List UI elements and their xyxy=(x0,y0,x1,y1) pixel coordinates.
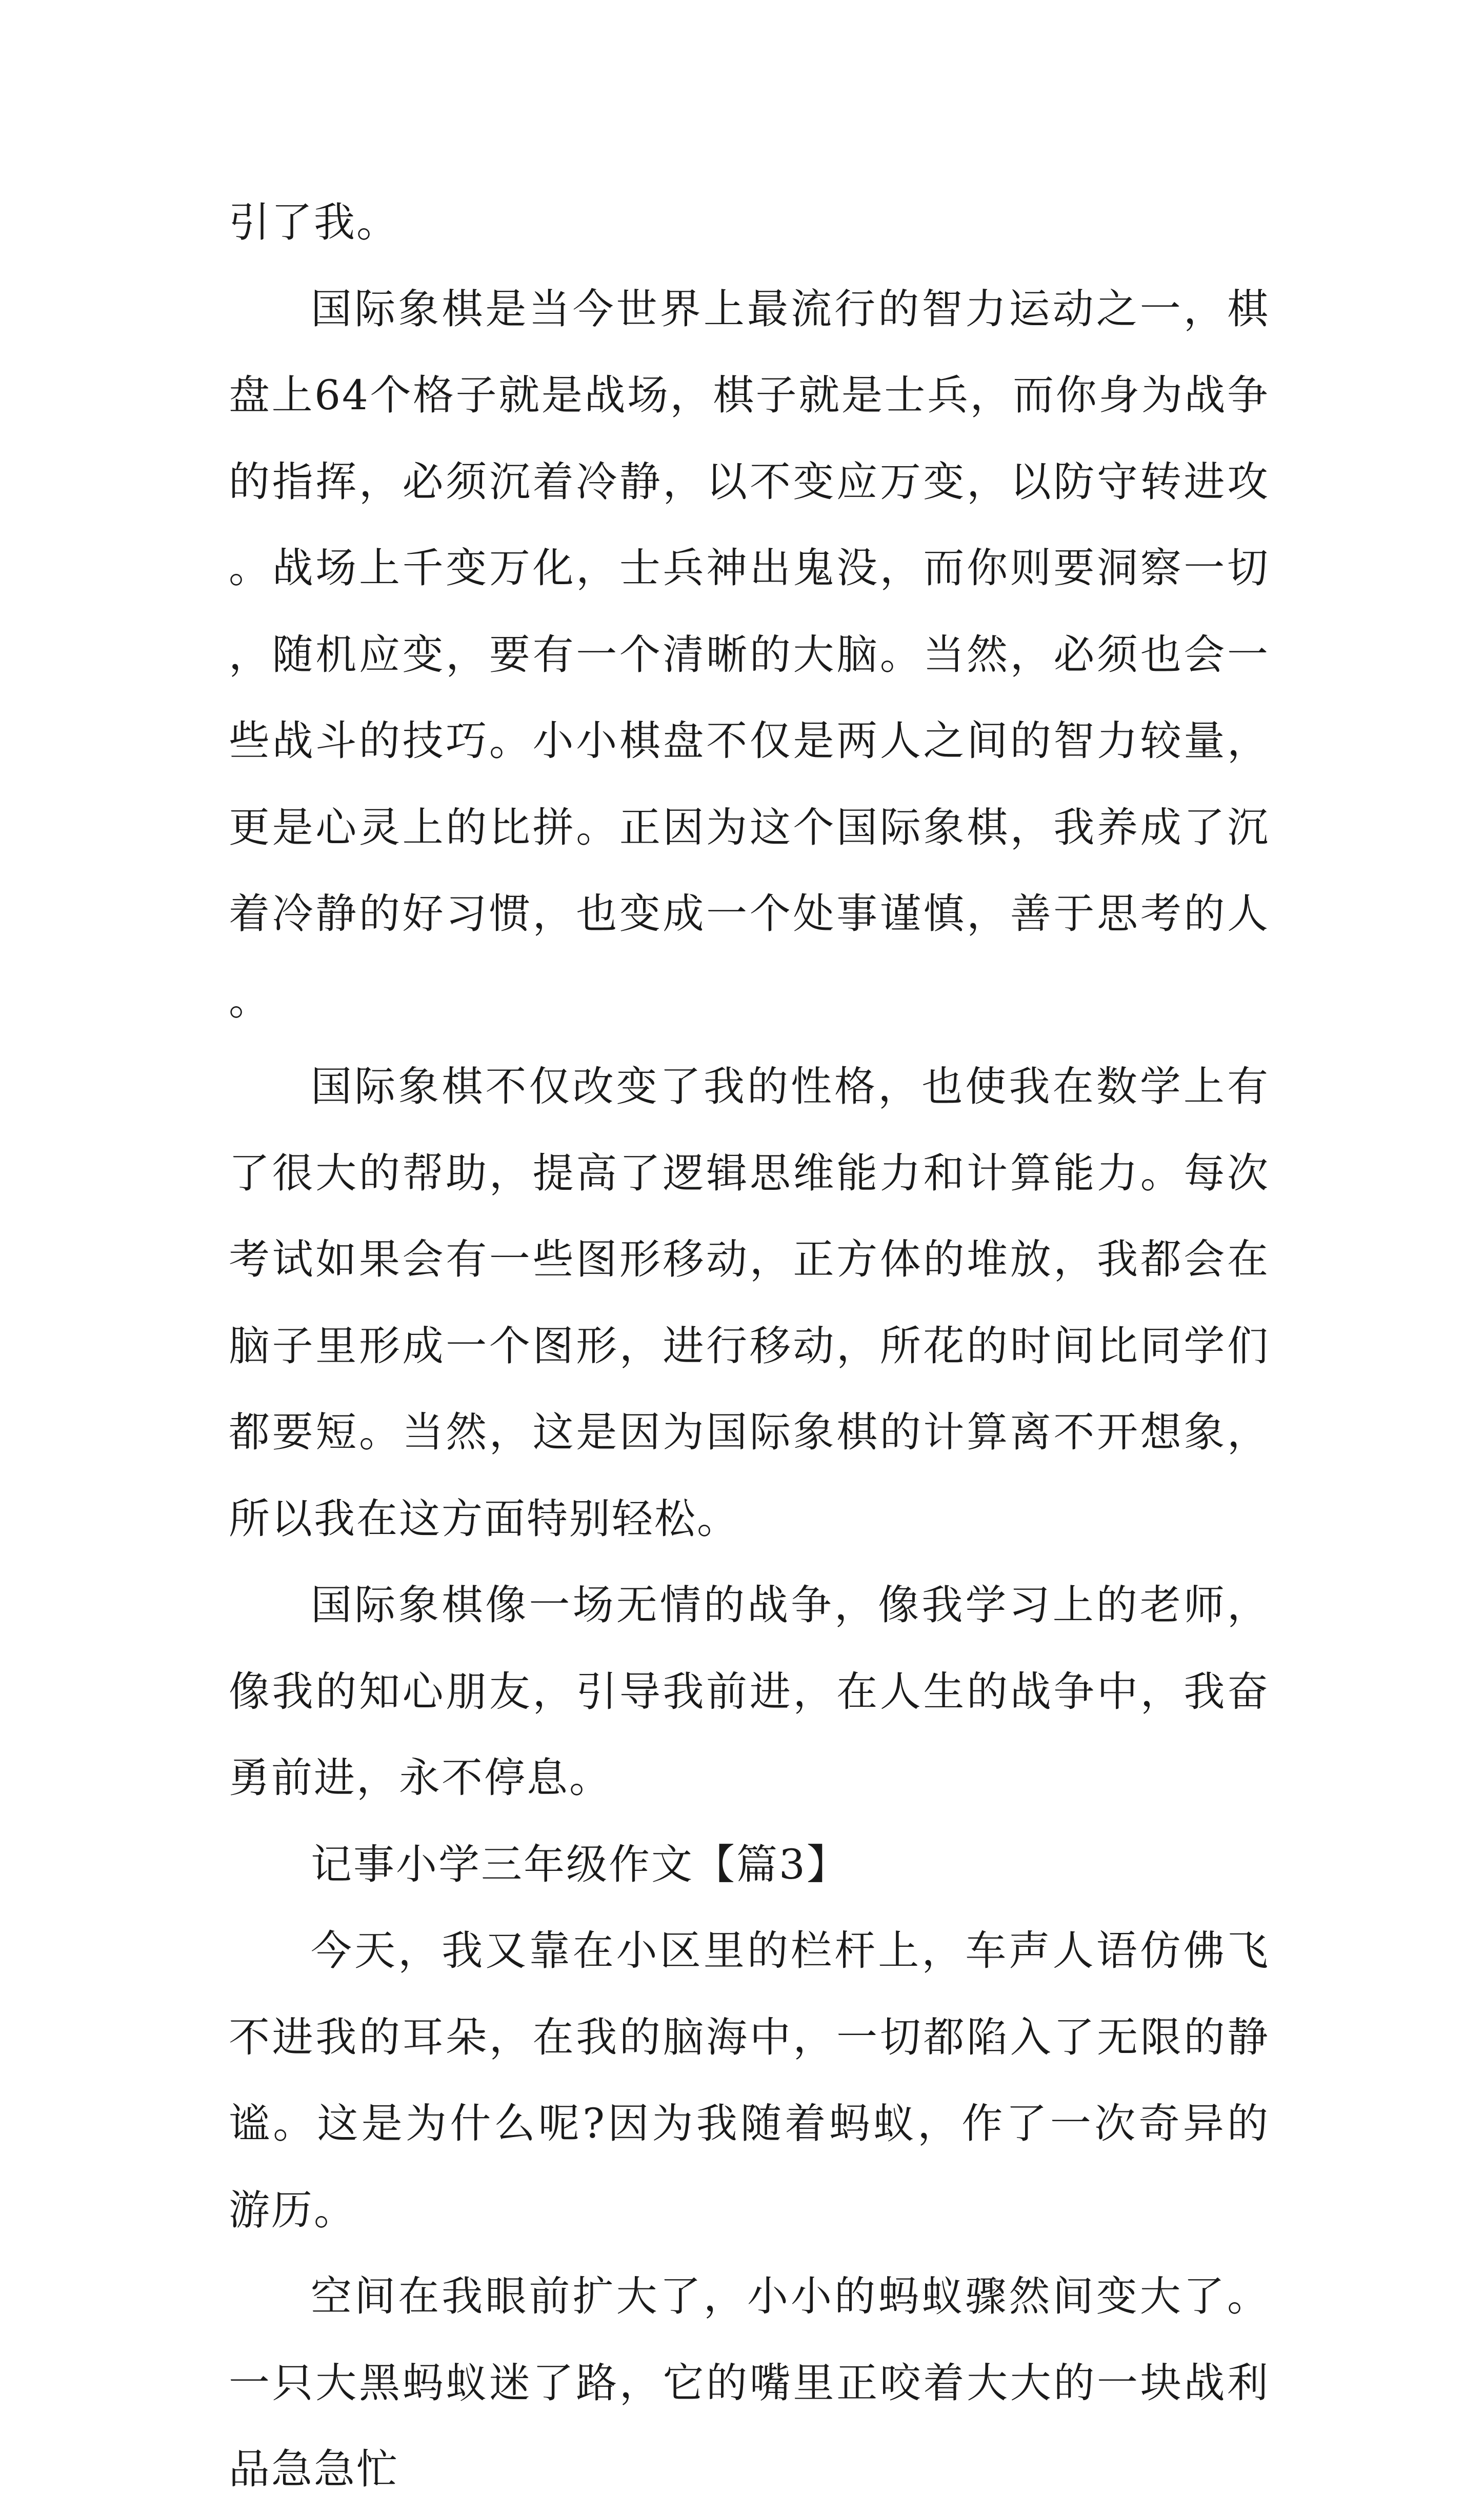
paragraph-chess-math: 国际象棋不仅改变了我的性格，也使我在数学上有了很大的帮助，提高了逻辑思维能力和计算能力。每次考试如果会有一些图形移动，正方体的堆放，我都会在脑子里形成一个图形，进行移动，所花的时间比同学们都要短。当然，这是因为国际象棋的计算离不开想象，所以我在这方面特别轻松。 xyxy=(229,1063,1270,1543)
paragraph-ants-intro: 今天，我又靠在小区里的栏杆上，车声人语仿佛飞不进我的耳朵，在我的脑海中，一切都陷入了无限的静谧。这是为什么呢?因为我随着蚂蚁，作了一次奇异的游历。 xyxy=(229,1927,1270,2234)
document-body xyxy=(229,180,1270,2513)
paragraph-continuation: 引了我。 xyxy=(229,198,399,246)
paragraph-ants-journey: 空间在我眼前扩大了，小小的蚂蚁骤然间变大了。一只大黑蚂蚁迷了路，它的嘴里正咬着大大的一块战利品急急忙 xyxy=(229,2272,1270,2493)
paragraph-chess-summary: 国际象棋像一场无情的战争，像我学习上的老师，像我的知心朋友，引导我前进，在人生的战争中，我奋勇前进，永不停息。 xyxy=(229,1581,1270,1802)
paragraph-chess-battlefield: 国际象棋是当今世界上最流行的智力运动之一，棋盘上64个格子就是战场，棋子就是士兵，而你身为战争的指挥，必须沉着冷静，以不变应万变，以防守转进攻。战场上千变万化，士兵神出鬼没，而你则要洞察一切，随机应变，要有一个清晰的大脑。当然，必须也会一些战斗的技巧。小小棋盘不仅是两人之间的智力较量，更是心灵上的比拼。正因为这个国际象棋，我养成了沉着冷静的好习惯，也变成一个处事谨慎，善于思考的人。 xyxy=(229,285,1270,1024)
section-heading: 记事小学三年级作文【篇3】 xyxy=(311,1840,849,1888)
